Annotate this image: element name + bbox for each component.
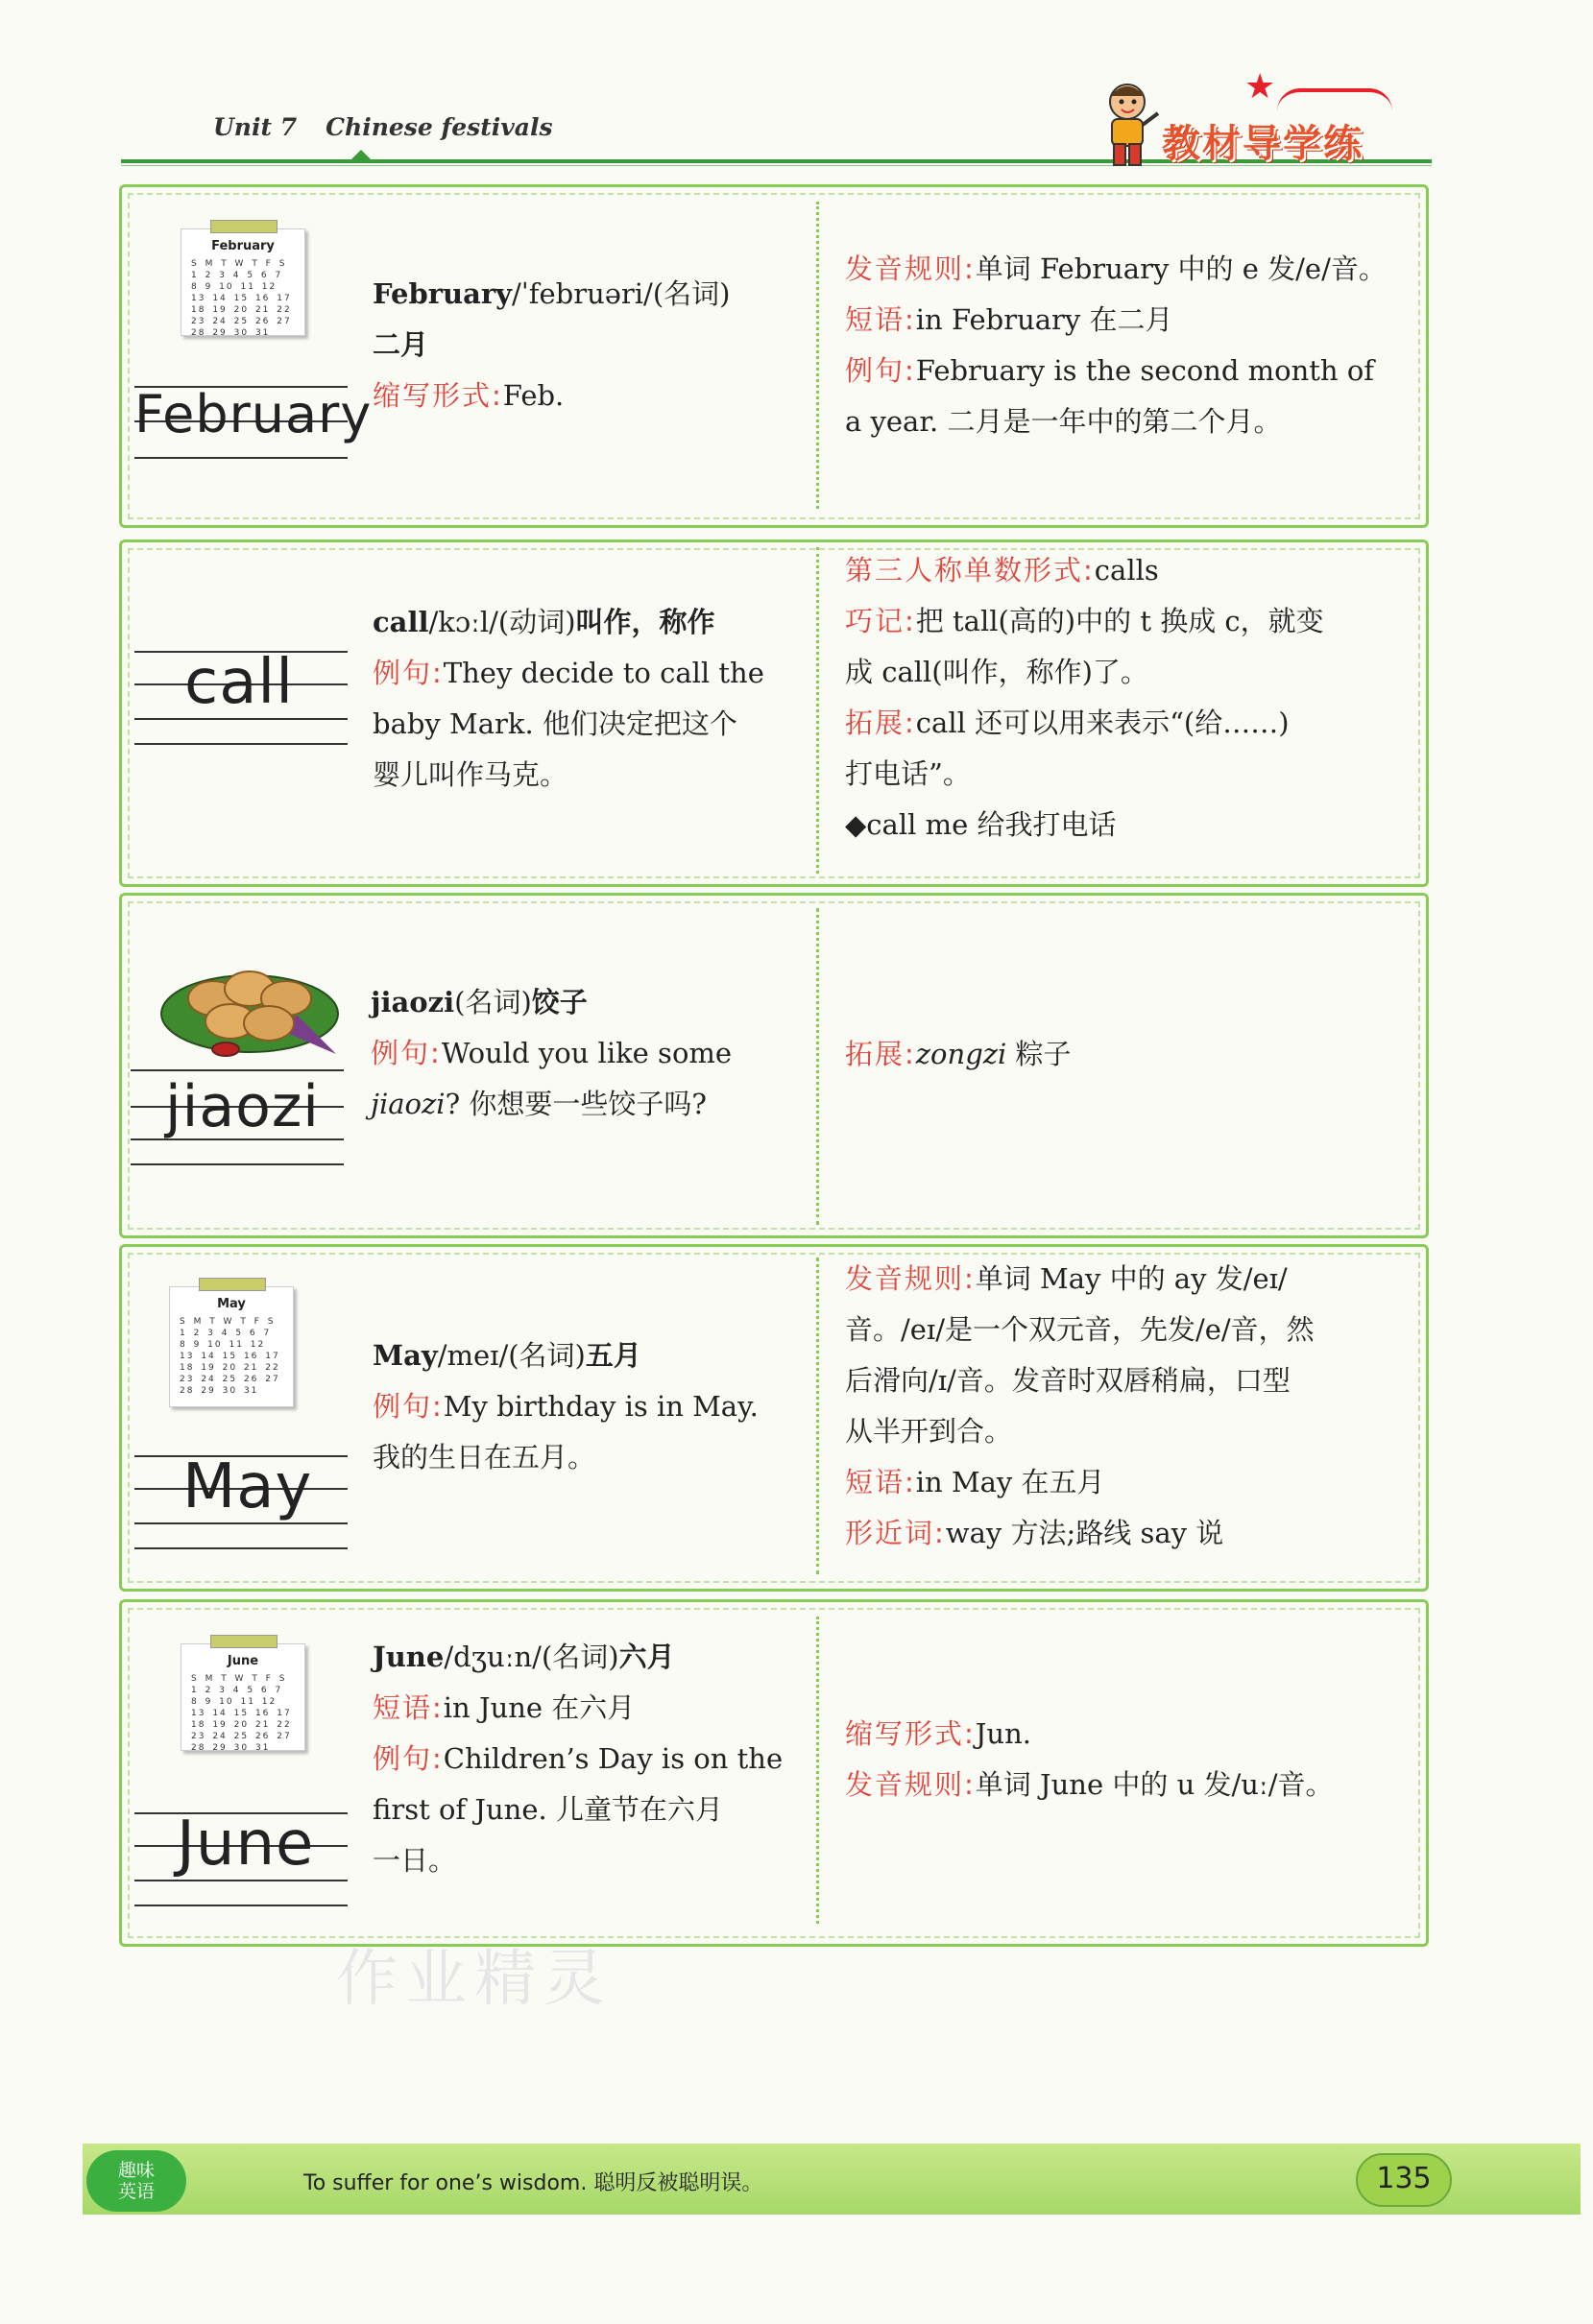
- unit-header: [213, 113, 553, 141]
- calendar-icon: [169, 1286, 294, 1407]
- card-right-text: [845, 545, 1402, 851]
- calendar-icon: [181, 228, 305, 336]
- entry-line: 例句:Children’s Day is on the: [373, 1742, 784, 1775]
- card-left-text: [371, 977, 803, 1130]
- badge-line: 英语: [117, 2181, 155, 2202]
- handwriting-word: call: [184, 647, 294, 718]
- calendar-month: May: [217, 1297, 246, 1311]
- note-line: 发音规则:单词 May 中的 ay 发/eɪ/: [845, 1262, 1288, 1295]
- entry-line: baby Mark. 他们决定把这个: [373, 707, 737, 740]
- note-line: 巧记:把 tall(高的)中的 t 换成 c，就变: [845, 605, 1324, 637]
- entry-line: jiaozi(名词)饺子: [371, 986, 588, 1018]
- card-left-text: [373, 1330, 801, 1483]
- handwriting-guide: [134, 1805, 348, 1910]
- note-line: 第三人称单数形式:calls: [845, 554, 1159, 587]
- entry-line: February/ˈfebruəri/(名词): [373, 277, 731, 310]
- note-line: 成 call(叫作，称作)了。: [845, 656, 1148, 688]
- entry-line: May/meɪ/(名词)五月: [373, 1339, 641, 1372]
- star-icon: ★: [1244, 67, 1276, 107]
- entry-line: 例句:My birthday is in May.: [373, 1390, 759, 1423]
- card-divider: [816, 1258, 819, 1574]
- calendar-icon: [181, 1643, 305, 1751]
- entry-line: first of June. 儿童节在六月: [373, 1793, 723, 1826]
- handwriting-guide: [131, 1069, 344, 1165]
- handwriting-word: February: [134, 384, 373, 444]
- card-divider: [816, 1617, 819, 1924]
- note-line: 发音规则:单词 June 中的 u 发/uː/音。: [845, 1768, 1334, 1801]
- entry-line: 缩写形式:Feb.: [373, 379, 565, 412]
- note-line: a year. 二月是一年中的第二个月。: [845, 405, 1282, 438]
- entry-line: 一日。: [373, 1844, 457, 1877]
- footer-badge: [86, 2150, 186, 2212]
- header-rule-marker: [350, 150, 373, 161]
- card-right-text: [845, 1254, 1402, 1559]
- dumplings-icon: [154, 939, 346, 1064]
- entry-line: call/kɔːl/(动词)叫作，称作: [373, 606, 715, 638]
- handwriting-guide: [134, 365, 373, 490]
- watermark: 作业精灵: [336, 1944, 613, 2015]
- page-number: 135: [1356, 2153, 1452, 2207]
- entry-meaning: 二月: [373, 328, 429, 361]
- note-line: 从半开到合。: [845, 1415, 1013, 1448]
- card-left-text: [373, 1632, 801, 1886]
- card-right-text: [845, 244, 1402, 447]
- note-line: 后滑向/ɪ/音。发音时双唇稍扁，口型: [845, 1364, 1291, 1397]
- handwriting-word: June: [177, 1809, 315, 1880]
- note-line: 例句:February is the second month of: [845, 354, 1375, 387]
- mascot-icon: [1087, 77, 1164, 173]
- card-divider: [816, 202, 819, 509]
- card-left-text: [373, 597, 801, 801]
- entry-line: 例句:Would you like some: [371, 1037, 733, 1069]
- handwriting-guide: [134, 1448, 348, 1553]
- unit-title: Chinese festivals: [326, 113, 553, 141]
- footer-quote: To suffer for one’s wisdom. 聪明反被聪明误。: [303, 2171, 763, 2195]
- note-line: 短语:in May 在五月: [845, 1466, 1105, 1498]
- note-line: 短语:in February 在二月: [845, 303, 1173, 336]
- note-line: 音。/eɪ/是一个双元音，先发/e/音，然: [845, 1313, 1315, 1346]
- entry-line: 我的生日在五月。: [373, 1441, 596, 1473]
- card-divider: [816, 547, 819, 874]
- note-line: 发音规则:单词 February 中的 e 发/e/音。: [845, 252, 1387, 285]
- calendar-days: S M T W T F S 1 2 3 4 5 6 7 8 9 10 11 12 13 14 15 16 17 18 19 20 21 22 23 24 25 26 27 28 29 30 31: [191, 1674, 292, 1753]
- card-left-text: [373, 269, 801, 421]
- entry-line: June/dʒuːn/(名词)六月: [373, 1641, 675, 1673]
- entry-line: 短语:in June 在六月: [373, 1691, 636, 1724]
- handwriting-word: May: [182, 1451, 313, 1522]
- card-right-text: [845, 1709, 1402, 1810]
- calendar-month: June: [227, 1654, 259, 1668]
- entry-line: jiaozi? 你想要一些饺子吗?: [371, 1088, 707, 1120]
- note-line: 缩写形式:Jun.: [845, 1717, 1031, 1750]
- entry-line: 例句:They decide to call the: [373, 657, 764, 689]
- note-line: 拓展:call 还可以用来表示“(给……): [845, 707, 1290, 739]
- unit-label: Unit 7: [213, 113, 298, 141]
- calendar-days: S M T W T F S 1 2 3 4 5 6 7 8 9 10 11 12 13 14 15 16 17 18 19 20 21 22 23 24 25 26 27 28 29 30 31: [180, 1317, 280, 1396]
- card-right-text: [845, 1029, 1402, 1080]
- handwriting-word: jiaozi: [165, 1073, 320, 1140]
- note-line: ◆call me 给我打电话: [845, 808, 1117, 841]
- card-divider: [816, 908, 819, 1225]
- note-line: 打电话”。: [845, 757, 971, 790]
- calendar-days: S M T W T F S 1 2 3 4 5 6 7 8 9 10 11 12 13 14 15 16 17 18 19 20 21 22 23 24 25 26 27 28 29 30 31: [191, 259, 292, 338]
- swoosh-decoration: [1277, 88, 1392, 111]
- calendar-month: February: [211, 239, 275, 253]
- handwriting-guide: [134, 634, 348, 758]
- note-line: 形近词:way 方法;路线 say 说: [845, 1517, 1224, 1549]
- badge-line: 趣味: [117, 2160, 155, 2181]
- entry-line: 婴儿叫作马克。: [373, 758, 568, 791]
- note-line: 拓展:zongzi 粽子: [845, 1038, 1072, 1070]
- brand-title: 教材导学练: [1162, 122, 1364, 166]
